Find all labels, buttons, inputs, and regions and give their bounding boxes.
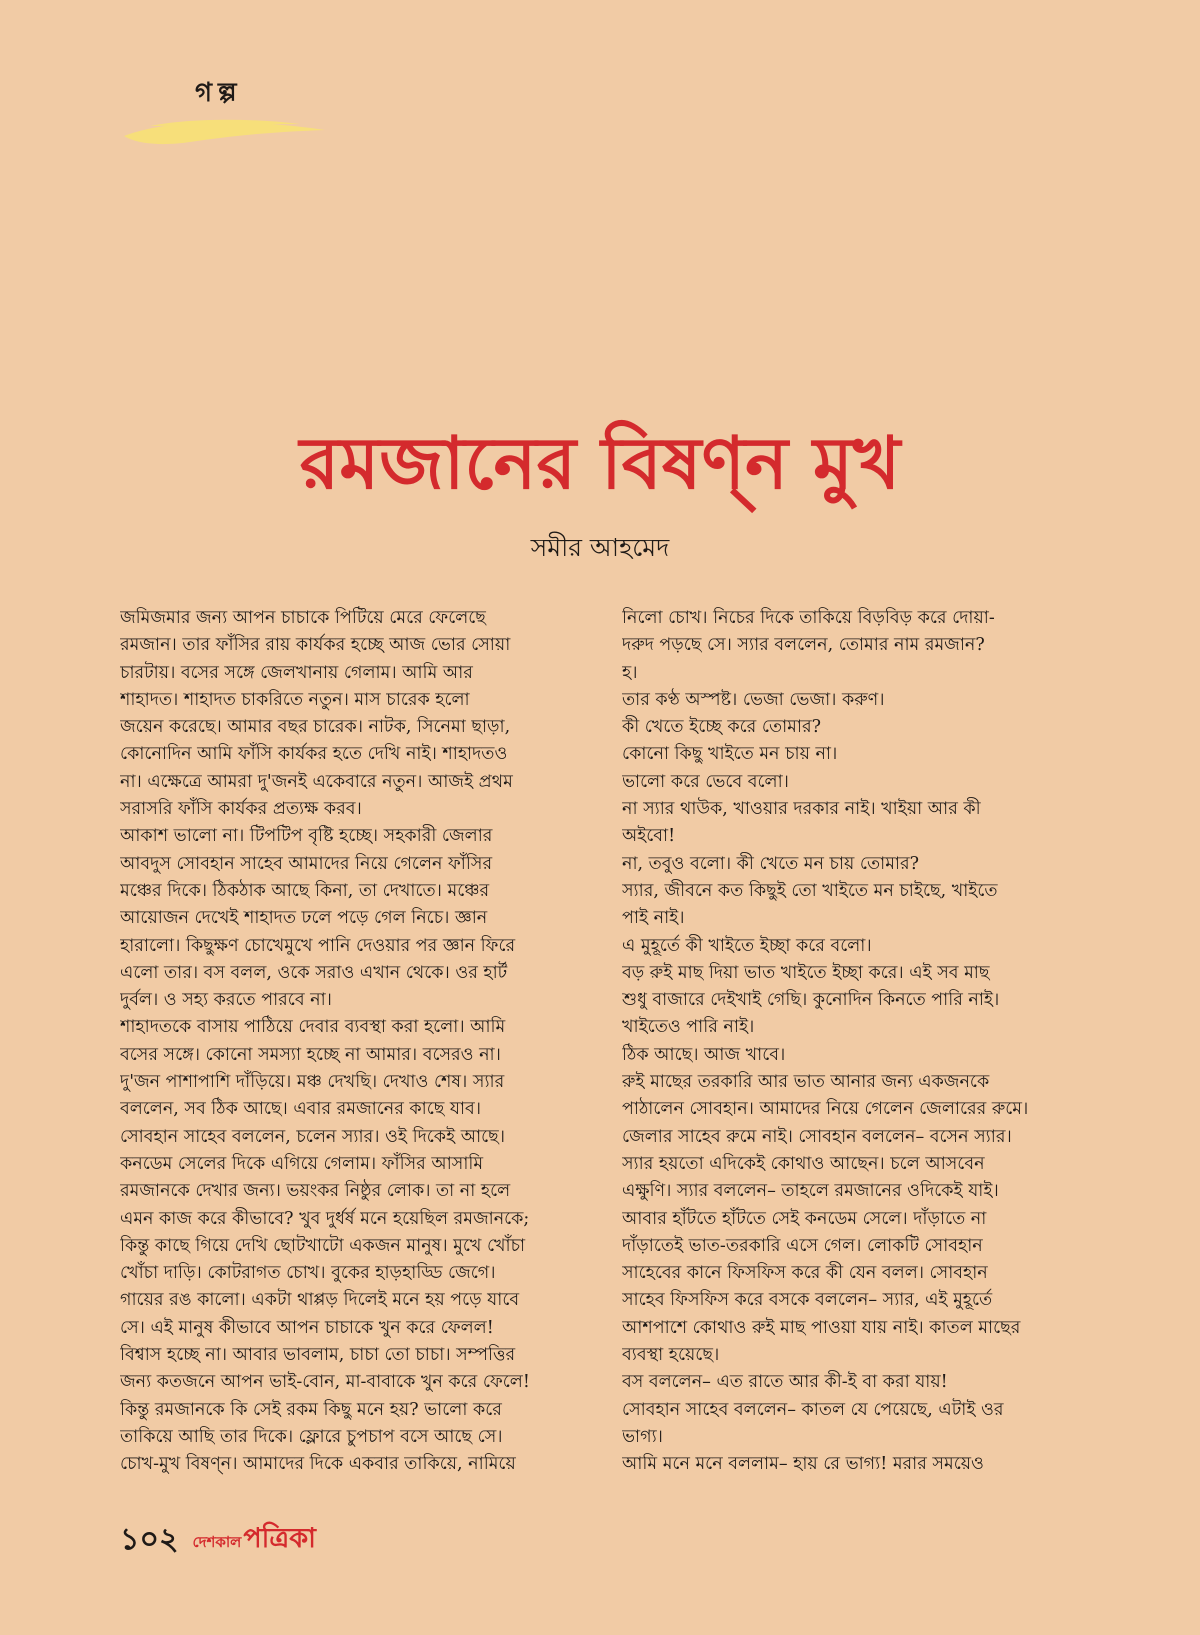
text-line: কিন্তু কাছে গিয়ে দেখি ছোটখাটো একজন মানুষ। মুখে খোঁচা	[120, 1235, 526, 1256]
article-author: সমীর আহমেদ	[530, 533, 670, 562]
text-line: নিলো চোখ। নিচের দিকে তাকিয়ে বিড়বিড় করে দোয়া-	[622, 608, 995, 628]
text-line: কিন্তু রমজানকে কি সেই রকম কিছু মনে হয়? ভালো করে	[120, 1399, 502, 1420]
text-line: ঠিক আছে। আজ খাবে।	[622, 1044, 786, 1065]
text-line: রমজানকে দেখার জন্য। ভয়ংকর নিষ্ঠুর লোক। তা না হলে	[120, 1181, 511, 1202]
text-line: আয়োজন দেখেই শাহাদত ঢলে পড়ে গেল নিচে। জ্ঞান	[120, 908, 488, 929]
text-line: আকাশ ভালো না। টিপটিপ বৃষ্টি হচ্ছে। সহকারী জেলার	[120, 826, 493, 847]
text-line: খোঁচা দাড়ি। কোটরাগত চোখ। বুকের হাড়হাড্ডি জেগে।	[120, 1263, 496, 1284]
text-line: আমি মনে মনে বললাম– হায় রে ভাগ্য! মরার সময়েও	[622, 1454, 984, 1475]
text-line: শুধু বাজারে দেইখাই গেছি। কুনোদিন কিনতে পারি নাই।	[622, 990, 1000, 1011]
text-line: রমজান। তার ফাঁসির রায় কার্যকর হচ্ছে আজ ভোর সোয়া	[120, 635, 511, 656]
text-line: শাহাদত। শাহাদত চাকরিতে নতুন। মাস চারেক হলো	[120, 689, 470, 710]
page-number: ১০২	[120, 1521, 179, 1557]
text-line: না স্যার থাউক, খাওয়ার দরকার নাই। খাইয়া আর কী	[622, 799, 981, 820]
text-line: বললেন, সব ঠিক আছে। এবার রমজানের কাছে যাব।	[120, 1099, 482, 1120]
text-line: পাঠালেন সোবহান। আমাদের নিয়ে গেলেন জেলারের রুমে।	[622, 1099, 1029, 1120]
text-line: দরুদ পড়ছে সে। স্যার বললেন, তোমার নাম রমজান?	[622, 635, 985, 656]
text-line: ভাগ্য।	[622, 1426, 663, 1447]
text-line: আশপাশে কোথাও রুই মাছ পাওয়া যায় নাই। কাতল মাছের	[622, 1317, 1021, 1338]
text-line: বিশ্বাস হচ্ছে না। আবার ভাবলাম, চাচা তো চাচা। সম্পত্তির	[120, 1345, 516, 1366]
text-line: জমিজমার জন্য আপন চাচাকে পিটিয়ে মেরে ফেলেছে	[120, 608, 486, 628]
text-line: বস বললেন– এত রাতে আর কী-ই বা করা যায়!	[622, 1372, 948, 1393]
text-line: শাহাদতকে বাসায় পাঠিয়ে দেবার ব্যবস্থা করা হলো। আমি	[120, 1017, 506, 1038]
text-line: বসের সঙ্গে। কোনো সমস্যা হচ্ছে না আমার। বসেরও না।	[120, 1044, 501, 1065]
text-line: জন্য কতজনে আপন ভাই-বোন, মা-বাবাকে খুন করে ফেলে!	[120, 1372, 530, 1393]
magazine-logo	[192, 1518, 315, 1563]
text-line: অইবো!	[622, 826, 676, 847]
text-line: কনডেম সেলের দিকে এগিয়ে গেলাম। ফাঁসির আসামি	[120, 1153, 484, 1174]
text-line: তার কণ্ঠ অস্পষ্ট। ভেজা ভেজা। করুণ।	[622, 689, 885, 710]
text-line: দুর্বল। ও সহ্য করতে পারবে না।	[120, 990, 332, 1011]
text-line: স্যার হয়তো এদিকেই কোথাও আছেন। চলে আসবেন	[622, 1153, 985, 1174]
text-line: হ।	[622, 662, 638, 683]
text-line: কী খেতে ইচ্ছে করে তোমার?	[622, 717, 821, 738]
text-line: বড় রুই মাছ দিয়া ভাত খাইতে ইচ্ছা করে। এই সব মাছ	[622, 962, 990, 983]
text-line: এলো তার। বস বলল, ওকে সরাও এখান থেকে। ওর হার্ট	[120, 962, 508, 983]
text-line: সাহেবের কানে ফিসফিস করে কী যেন বলল। সোবহান	[622, 1263, 988, 1284]
article-title: রমজানের বিষণ্ন মুখ	[299, 420, 901, 505]
text-line: তাকিয়ে আছি তার দিকে। ফ্লোরে চুপচাপ বসে আছে সে।	[120, 1426, 503, 1447]
text-line: এমন কাজ করে কীভাবে? খুব দুর্ধর্ষ মনে হয়েছিল রমজানকে;	[120, 1208, 530, 1229]
text-line: চোখ-মুখ বিষণ্ন। আমাদের দিকে একবার তাকিয়ে, নামিয়ে	[120, 1454, 516, 1475]
text-line: ভালো করে ভেবে বলো।	[622, 771, 789, 792]
text-line: সাহেব ফিসফিস করে বসকে বললেন– স্যার, এই মুহূর্তে	[622, 1290, 993, 1311]
section-label: গল্প	[195, 78, 243, 108]
text-line: আবার হাঁটতে হাঁটতে সেই কনডেম সেলে। দাঁড়াতে না	[622, 1208, 987, 1229]
text-line: এক্ষুণি। স্যার বললেন– তাহলে রমজানের ওদিকেই যাই।	[622, 1181, 999, 1202]
text-line: ব্যবস্থা হয়েছে।	[622, 1345, 720, 1366]
text-line: চারটায়। বসের সঙ্গে জেলখানায় গেলাম। আমি আর	[120, 662, 473, 683]
text-line: দু'জন পাশাপাশি দাঁড়িয়ে। মঞ্চ দেখছি। দেখাও শেষ। স্যার	[120, 1072, 505, 1093]
text-line: স্যার, জীবনে কত কিছুই তো খাইতে মন চাইছে, খাইতে	[622, 880, 998, 901]
text-line: জয়েন করেছে। আমার বছর চারেক। নাটক, সিনেমা ছাড়া,	[120, 717, 511, 738]
text-line: মঞ্চের দিকে। ঠিকঠাক আছে কিনা, তা দেখাতে। মঞ্চের	[120, 880, 490, 901]
magazine-name-main: পত্রিকা	[243, 1522, 316, 1554]
text-line: হারালো। কিছুক্ষণ চোখেমুখে পানি দেওয়ার পর জ্ঞান ফিরে	[120, 935, 516, 956]
text-line: আবদুস সোবহান সাহেব আমাদের নিয়ে গেলেন ফাঁসির	[120, 853, 493, 874]
left-column	[120, 605, 580, 1479]
magazine-name-prefix: দেশকাল	[192, 1532, 242, 1551]
text-line: খাইতেও পারি নাই।	[622, 1017, 755, 1038]
page-footer	[120, 1520, 316, 1560]
text-line: সে। এই মানুষ কীভাবে আপন চাচাকে খুন করে ফেলল!	[120, 1317, 494, 1338]
text-line: দাঁড়াতেই ভাত-তরকারি এসে গেল। লোকটি সোবহান	[622, 1235, 983, 1256]
text-line: না, তবুও বলো। কী খেতে মন চায় তোমার?	[622, 853, 920, 874]
text-line: গায়ের রঙ কালো। একটা থাপ্পড় দিলেই মনে হয় পড়ে যাবে	[120, 1290, 520, 1311]
text-line: এ মুহূর্তে কী খাইতে ইচ্ছা করে বলো।	[622, 935, 872, 956]
text-line: না। এক্ষেত্রে আমরা দু'জনই একেবারে নতুন। আজই প্রথম	[120, 771, 513, 792]
brush-stroke-decoration	[120, 112, 330, 152]
right-column	[622, 605, 1087, 1479]
text-line: পাই নাই।	[622, 908, 685, 929]
text-line: কোনোদিন আমি ফাঁসি কার্যকর হতে দেখি নাই। শাহাদতও	[120, 744, 508, 765]
text-line: সোবহান সাহেব বললেন, চলেন স্যার। ওই দিকেই আছে।	[120, 1126, 506, 1147]
text-line: রুই মাছের তরকারি আর ভাত আনার জন্য একজনকে	[622, 1072, 990, 1093]
text-line: সরাসরি ফাঁসি কার্যকর প্রত্যক্ষ করব।	[120, 799, 362, 820]
text-line: জেলার সাহেব রুমে নাই। সোবহান বললেন– বসেন স্যার।	[622, 1126, 1012, 1147]
text-line: কোনো কিছু খাইতে মন চায় না।	[622, 744, 838, 765]
text-line: সোবহান সাহেব বললেন– কাতল যে পেয়েছে, এটাই ওর	[622, 1399, 1004, 1420]
